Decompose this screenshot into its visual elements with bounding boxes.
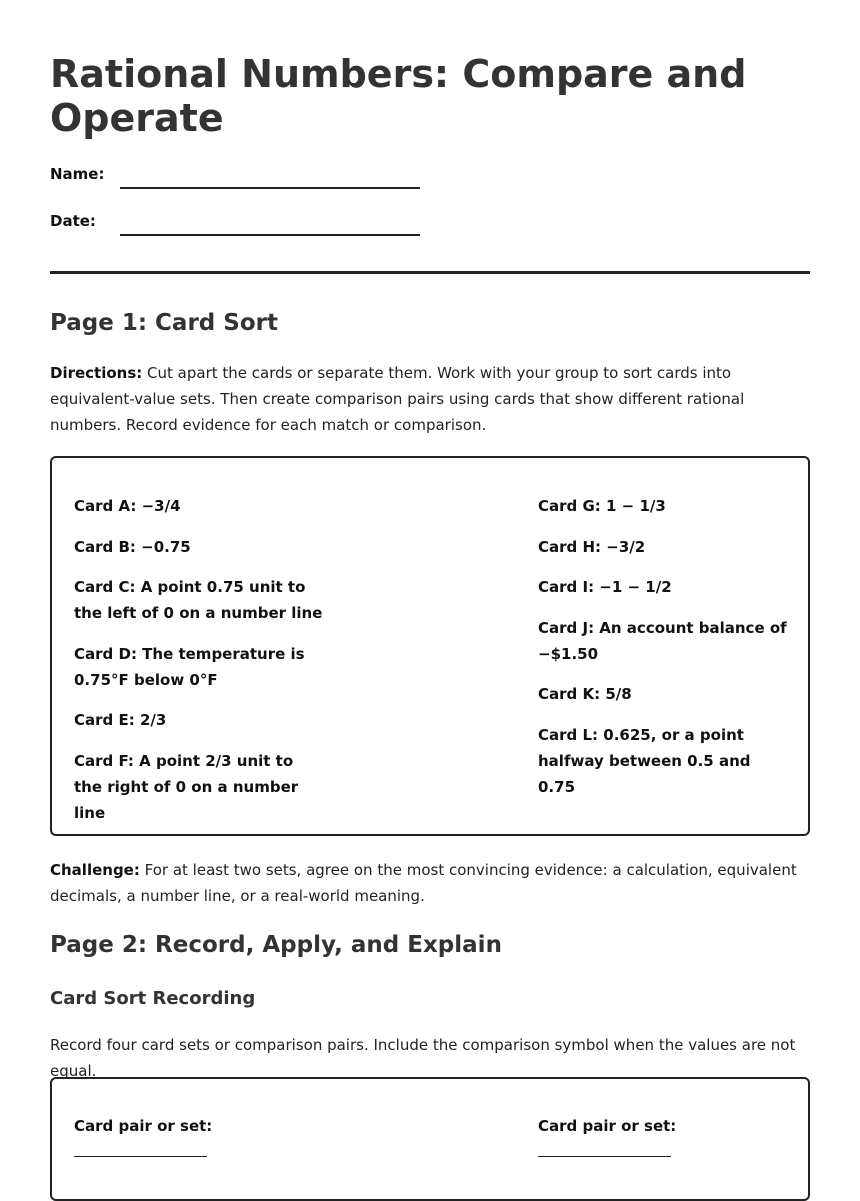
- challenge-text: For at least two sets, agree on the most convincing evidence: a calculation, equivalent decimals, a number line, or a real-world meaning.: [50, 861, 797, 905]
- card-d[interactable]: Card D: The temperature is 0.75°F below 0°F: [74, 645, 305, 689]
- directions-paragraph: [50, 360, 810, 438]
- recording-box: [50, 1077, 810, 1201]
- card-l[interactable]: Card L: 0.625, or a point halfway between 0.5 and 0.75: [538, 726, 751, 796]
- directions-text: Cut apart the cards or separate them. Work with your group to sort cards into equivalent-value sets. Then create comparison pairs using cards that show different rational numbers. Record evidence for each match or comparison.: [50, 364, 745, 434]
- challenge-paragraph: [50, 857, 810, 909]
- page-title: Rational Numbers: Compare and Operate: [50, 52, 747, 140]
- card-h[interactable]: Card H: −3/2: [538, 538, 646, 556]
- challenge-label: Challenge:: [50, 861, 140, 879]
- card-e[interactable]: Card E: 2/3: [74, 711, 167, 729]
- recording-label-left: Card pair or set:: [74, 1117, 213, 1135]
- page1-heading: Page 1: Card Sort: [50, 310, 278, 336]
- card-sort-recording-heading: Card Sort Recording: [50, 988, 256, 1009]
- recording-answer-line-left[interactable]: [74, 1156, 207, 1157]
- card-c[interactable]: Card C: A point 0.75 unit to the left of 0 on a number line: [74, 578, 323, 622]
- card-i[interactable]: Card I: −1 − 1/2: [538, 578, 672, 596]
- card-j[interactable]: Card J: An account balance of −$1.50: [538, 619, 787, 663]
- directions-label: Directions:: [50, 364, 143, 382]
- date-field[interactable]: [120, 234, 420, 236]
- page2-heading: Page 2: Record, Apply, and Explain: [50, 932, 502, 958]
- card-g[interactable]: Card G: 1 − 1/3: [538, 497, 666, 515]
- card-sort-box: [50, 456, 810, 836]
- name-field[interactable]: [120, 187, 420, 189]
- recording-instructions: Record four card sets or comparison pairs. Include the comparison symbol when the values are not equal.: [50, 1036, 796, 1080]
- card-k[interactable]: Card K: 5/8: [538, 685, 632, 703]
- card-b[interactable]: Card B: −0.75: [74, 538, 191, 556]
- card-f[interactable]: Card F: A point 2/3 unit to the right of 0 on a number line: [74, 752, 299, 822]
- name-label: Name:: [50, 165, 105, 183]
- card-a[interactable]: Card A: −3/4: [74, 497, 181, 515]
- recording-answer-line-right[interactable]: [538, 1156, 671, 1157]
- section-divider: [50, 271, 810, 274]
- recording-label-right: Card pair or set:: [538, 1117, 677, 1135]
- date-label: Date:: [50, 212, 96, 230]
